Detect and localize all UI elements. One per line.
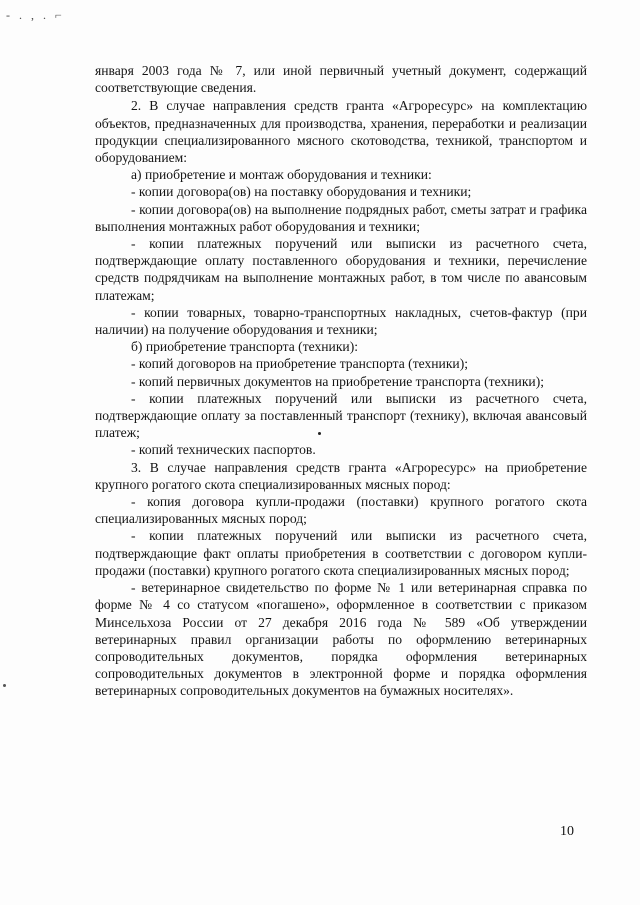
paragraph: - копия договора купли-продажи (поставки) крупного рогатого скота специализированных мясных пород; <box>95 494 587 527</box>
paragraph: - копий технических паспортов. <box>131 442 316 458</box>
paragraph: - копии договора(ов) на поставку оборудования и техники; <box>131 184 472 200</box>
scan-corner-marks: - . , . ⌐ <box>6 8 65 22</box>
paragraph: января 2003 года № 7, или иной первичный учетный документ, содержащий соответствующие сведения. <box>95 63 587 96</box>
paragraph: - копии платежных поручений или выписки из расчетного счета, подтверждающие оплату за поставленный транспорт (технику), включая авансовый платеж; <box>95 390 587 441</box>
paragraph: - копии договора(ов) на выполнение подрядных работ, сметы затрат и графика выполнения монтажных работ оборудования и техники; <box>95 201 587 234</box>
paragraph: а) приобретение и монтаж оборудования и техники: <box>131 167 432 183</box>
document-body <box>95 62 587 700</box>
paragraph: б) приобретение транспорта (техники): <box>131 339 359 355</box>
paragraph: 3. В случае направления средств гранта «Агроресурс» на приобретение крупного рогатого скота специализированных мясных пород: <box>95 459 587 492</box>
paragraph: - ветеринарное свидетельство по форме № 1 или ветеринарная справка по форме № 4 со статусом «погашено», оформленное в соответствии с приказом Минсельхоза России от 27 декабря 2016 года № 589 «Об утверждении ветеринарных правил организации работы по оформлению ветеринарных сопроводительных документов, порядка оформления ветеринарных сопроводительных документов в электронной форме и порядка оформления ветеринарных сопроводительных документов на бумажных носителях». <box>95 580 587 699</box>
paragraph: - копии платежных поручений или выписки из расчетного счета, подтверждающие оплату поставленного оборудования и техники, перечисление средств подрядчикам на выполнение монтажных работ, в том числе по авансовым платежам; <box>95 236 587 303</box>
paragraph: - копий первичных документов на приобретение транспорта (техники); <box>131 373 545 389</box>
scan-speck <box>3 684 6 687</box>
paragraph: - копии платежных поручений или выписки из расчетного счета, подтверждающие факт оплаты приобретения в соответствии с договором купли-продажи (поставки) крупного рогатого скота специализированных мясных пород; <box>95 528 587 578</box>
paragraph: - копии товарных, товарно-транспортных накладных, счетов-фактур (при наличии) на получение оборудования и техники; <box>95 304 587 338</box>
paragraph: 2. В случае направления средств гранта «Агроресурс» на комплектацию объектов, предназначенных для производства, хранения, переработки и реализации продукции специализированного мясного скотоводства, техникой, транспортом и оборудованием: <box>95 98 587 166</box>
page-number: 10 <box>560 824 574 839</box>
paragraph: - копий договоров на приобретение транспорта (техники); <box>131 356 469 372</box>
